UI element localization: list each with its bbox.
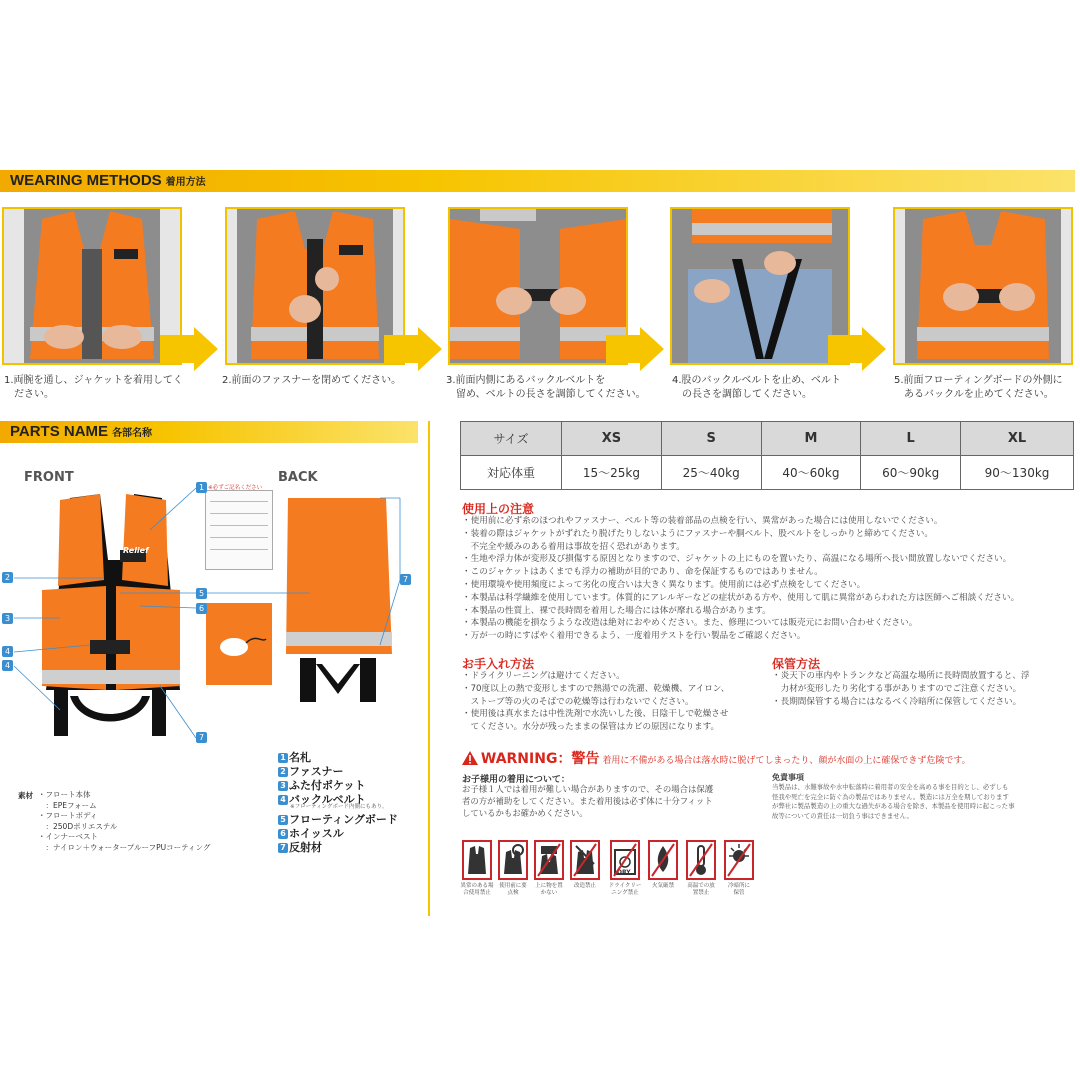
size-table bbox=[460, 421, 1074, 490]
step-3-photo bbox=[448, 207, 628, 365]
step-arrow-icon bbox=[160, 327, 220, 371]
tag-note: ※必ずご記名ください bbox=[208, 485, 263, 491]
cautions-title: 使用上の注意 bbox=[462, 502, 535, 516]
dry-label: DRY bbox=[617, 869, 631, 876]
cool-storage-icon bbox=[724, 840, 754, 880]
step-4-caption: 4.股のバックルベルトを止め、ベルト の長さを調節してください。 bbox=[672, 375, 841, 400]
parts-title: PARTS NAME bbox=[10, 423, 109, 440]
parts-divider bbox=[428, 421, 430, 916]
legend-item: 6 ホイッスル bbox=[278, 825, 344, 841]
step-5-photo bbox=[893, 207, 1073, 365]
callout-badge-4: 4 bbox=[2, 646, 13, 657]
front-label: FRONT bbox=[24, 470, 74, 485]
storage-title: 保管方法 bbox=[772, 657, 821, 671]
callout-badge-5: 5 bbox=[196, 588, 207, 599]
callout-badge-2: 2 bbox=[2, 572, 13, 583]
callout-badge-3: 3 bbox=[2, 613, 13, 624]
size-cell: M bbox=[761, 422, 861, 456]
size-cell: L bbox=[861, 422, 961, 456]
icon-label: ドライクリー ニング禁止 bbox=[608, 883, 642, 896]
legend-item: 5 フローティングボード bbox=[278, 811, 398, 827]
weight-cell: 90〜130kg bbox=[961, 456, 1074, 490]
cautions-text: ・使用前に必ず糸のほつれやファスナー、ベルト等の装着部品の点検を行い、異常があった場合には使用しないでください。 ・装着の際はジャケットがずれたり脱げたりしないようにファスナーや胴ベルト、股ベルトをしっかりと締めてください。 不完全や緩みのある着用は事故を招く恐れがあります。 ・生地や浮力体が変形及び損傷する原因となりますので、ジャケットの上にものを置いたり、高温になる場所へ長い間放置しないでください。 ・このジャケットはあくまでも浮力の補助が目的であり、命を保証するものではありません。 ・使用環境や使用頻度によって劣化の度合いは大きく異なります。使用前には必ず点検をしてください。 ・本製品は科学繊維を使用しています。体質的にアレルギーなどの症状がある方や、使用して肌に異常があらわれた方は医師へご相談ください。 ・本製品の性質上、裸で長時間を着用した場合には体が摩れる場合があります。 ・本製品の機能を損なうような改造は絶対におやめください。また、修理については販売元にお問い合わせください。 ・万が一の時にすばやく着用できるよう、一度着用テストを行い製品をご確認ください。 bbox=[462, 516, 1020, 642]
step-arrow-icon bbox=[828, 327, 888, 371]
step-2-caption: 2.前面のファスナーを閉めてください。 bbox=[222, 375, 402, 386]
step-5-caption: 5.前面フローティングボードの外側に あるバックルを止めてください。 bbox=[894, 375, 1063, 400]
legend-note: ※フローティングボード内側にもあり。 bbox=[290, 804, 388, 810]
brand-logo: Relief bbox=[123, 546, 149, 555]
weight-cell: 25〜40kg bbox=[661, 456, 761, 490]
wearing-subtitle: 着用方法 bbox=[165, 177, 206, 188]
callout-badge-7-back: 7 bbox=[400, 574, 411, 585]
step-4-photo bbox=[670, 207, 850, 365]
callout-lines bbox=[0, 480, 420, 750]
legend-item: 4 バックルベルト bbox=[278, 791, 366, 807]
material-label: 素材 bbox=[18, 791, 33, 800]
callout-badge-1: 1 bbox=[196, 482, 207, 493]
warning-line bbox=[462, 748, 1074, 766]
icon-label: 使用前に要 点検 bbox=[499, 883, 527, 896]
weight-cell: 60〜90kg bbox=[861, 456, 961, 490]
no-modification-icon bbox=[570, 840, 600, 880]
legend-item: 7 反射材 bbox=[278, 839, 322, 855]
care-text: ・ドライクリーニングは避けてください。 ・70度以上の熱で変形しますので熱湯での洗濯、乾燥機、アイロン、 ストーブ等の火のそばでの乾燥等は行わないでください。 ・使用後は真水または中性洗剤で水洗いした後、日陰干しで乾燥させ てください。水分が残ったままの保管はカビの原因になります。 bbox=[462, 671, 730, 733]
no-high-temp-icon bbox=[686, 840, 716, 880]
icon-label: 上に物を置 かない bbox=[535, 883, 563, 896]
wearing-methods-header bbox=[0, 170, 1075, 192]
step-1-caption: 1.両腕を通し、ジャケットを着用してく ださい。 bbox=[4, 375, 183, 400]
no-heavy-objects-icon bbox=[534, 840, 564, 880]
care-title: お手入れ方法 bbox=[462, 657, 535, 671]
children-text: お子様１人では着用が難しい場合がありますので、その場合は保護 者の方が補助をしてください。また着用後は必ず体に十分フィット しているかもお確かめください。 bbox=[462, 784, 714, 818]
icon-label: 異常のある場 合使用禁止 bbox=[460, 883, 494, 896]
weight-cell: 15〜25kg bbox=[562, 456, 662, 490]
step-arrow-icon bbox=[606, 327, 666, 371]
step-arrow-icon bbox=[384, 327, 444, 371]
storage-text: ・炎天下の車内やトランクなど高温な場所に長時間放置すると、浮 力材が変形したり劣化する事がありますのでご注意ください。 ・長期間保管する場合にはなるべく冷暗所に保管してください。 bbox=[772, 671, 1030, 707]
callout-badge-7: 7 bbox=[196, 732, 207, 743]
size-cell: S bbox=[661, 422, 761, 456]
icon-label: 改造禁止 bbox=[573, 883, 596, 889]
parts-name-header bbox=[0, 421, 418, 443]
warning-label: WARNING：警告 bbox=[480, 751, 600, 767]
legend-item: 1 名札 bbox=[278, 749, 311, 765]
warning-text: 着用に不備がある場合は落水時に脱げてしまったり、顔が水面の上に確保できず危険です。 bbox=[602, 756, 971, 766]
disclaimer-title: 免責事項 bbox=[772, 773, 804, 782]
legend-item: 2 ファスナー bbox=[278, 763, 344, 779]
callout-badge-6: 6 bbox=[196, 603, 207, 614]
weight-row-label: 対応体重 bbox=[461, 456, 562, 490]
no-fire-icon bbox=[648, 840, 678, 880]
step-3-caption: 3.前面内側にあるバックルベルトを 留め、ベルトの長さを調節してください。 bbox=[446, 375, 646, 400]
no-dry-cleaning-icon bbox=[610, 840, 640, 880]
size-row-label: サイズ bbox=[461, 422, 562, 456]
warning-icon bbox=[462, 751, 478, 765]
vest-warning-icon bbox=[462, 840, 492, 880]
inspect-icon bbox=[498, 840, 528, 880]
material-text: ・フロート本体 ：EPEフォーム ・フロートボディ ：250Dポリエステル ・インナーベスト ：ナイロン＋ウォータープルーフPUコーティング bbox=[38, 790, 211, 852]
disclaimer-text: 当製品は、水難事故や水中転落時に着用者の安全を高める事を目的とし、必ずしも 怪我や死亡を完全に防ぐ為の製品ではありません。製造には万全を期しております が弊社に製品製造の上の重大な過失がある場合を除き、本製品を使用時に起こった事 故等についての責任は一切負う事はできません。 bbox=[772, 783, 1015, 820]
callout-badge-4b: 4 bbox=[2, 660, 13, 671]
parts-subtitle: 各部名称 bbox=[112, 428, 153, 439]
wearing-title: WEARING METHODS bbox=[10, 172, 162, 189]
back-label: BACK bbox=[278, 470, 318, 485]
legend-item: 3 ふた付ポケット bbox=[278, 777, 365, 793]
weight-cell: 40〜60kg bbox=[761, 456, 861, 490]
icon-label: 冷暗所に 保管 bbox=[727, 883, 750, 896]
size-cell: XS bbox=[562, 422, 662, 456]
step-2-photo bbox=[225, 207, 405, 365]
icon-label: 火気厳禁 bbox=[651, 883, 674, 889]
icon-label: 高温での放 置禁止 bbox=[687, 883, 715, 896]
children-title: お子様用の着用について： bbox=[462, 775, 570, 785]
step-1-photo bbox=[2, 207, 182, 365]
size-cell: XL bbox=[961, 422, 1074, 456]
